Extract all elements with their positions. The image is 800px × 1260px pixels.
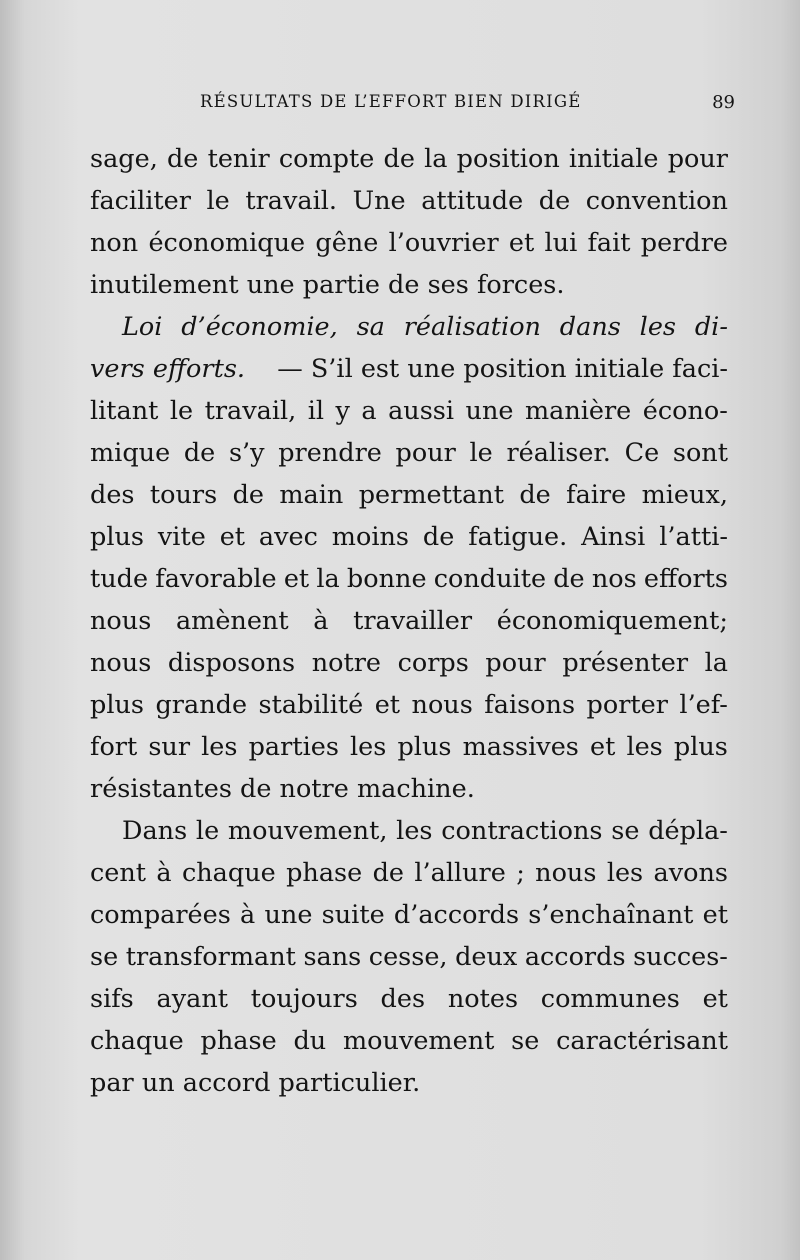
word: nous: [411, 690, 473, 720]
text-line: [90, 852, 728, 894]
word: accords: [524, 942, 626, 972]
word: l’allure: [414, 858, 506, 888]
word: se: [611, 816, 640, 846]
word: et: [589, 732, 616, 762]
word: attitude: [421, 186, 524, 216]
word: fort: [90, 732, 138, 762]
text-line: par un accord particulier.: [90, 1068, 421, 1098]
word: de: [383, 144, 415, 174]
word: chaque: [181, 858, 276, 888]
word: dans: [559, 312, 621, 342]
word: présenter: [562, 648, 689, 678]
word: sifs: [90, 984, 134, 1014]
word: de: [183, 438, 216, 468]
word: avec: [258, 522, 318, 552]
word: avons: [653, 858, 728, 888]
word: des: [380, 984, 426, 1014]
word: sa: [356, 312, 385, 342]
word: les: [396, 816, 433, 846]
word: tenir: [207, 144, 270, 174]
text-line: [90, 222, 728, 264]
word: le: [195, 816, 220, 846]
word: main: [279, 480, 344, 510]
word: plus: [90, 522, 144, 552]
word: fait: [587, 228, 631, 258]
word: amènent: [175, 606, 289, 636]
word: s’y: [228, 438, 265, 468]
word: favorable: [155, 564, 277, 594]
page-number: 89: [712, 92, 735, 113]
word: faire: [566, 480, 627, 510]
word: plus: [397, 732, 452, 762]
word: position: [456, 144, 560, 174]
word: ;: [516, 858, 525, 888]
word: les: [350, 732, 387, 762]
word: l’atti-: [659, 522, 728, 552]
word: fatigue.: [468, 522, 568, 552]
word: l’ef-: [679, 690, 728, 720]
word: sur: [148, 732, 191, 762]
word: de: [422, 522, 455, 552]
word: et: [374, 690, 401, 720]
word: corps: [397, 648, 469, 678]
word: travail,: [204, 396, 297, 426]
word: disposons: [167, 648, 296, 678]
word: à: [156, 858, 172, 888]
word: mouvement: [342, 1026, 495, 1056]
word: gêne: [315, 228, 379, 258]
word: transformant: [125, 942, 296, 972]
word: il: [307, 396, 325, 426]
text-line: [90, 936, 728, 978]
text-line: [90, 894, 728, 936]
word: économique: [148, 228, 306, 258]
text-line: [90, 1020, 728, 1062]
word: perdre: [640, 228, 728, 258]
word: et: [702, 900, 728, 930]
text-line: [90, 432, 728, 474]
text-line: [90, 558, 728, 600]
word: les: [201, 732, 238, 762]
text-line: [90, 600, 728, 642]
word: et: [702, 984, 728, 1014]
word: le: [169, 396, 194, 426]
text-line: [90, 684, 728, 726]
word: lui: [544, 228, 578, 258]
word: des: [90, 480, 135, 510]
word: de: [372, 858, 404, 888]
word: succes-: [633, 942, 728, 972]
word: plus: [90, 690, 144, 720]
word: non: [90, 228, 139, 258]
word: plus: [673, 732, 728, 762]
text-line: résistantes de notre machine.: [90, 774, 475, 804]
text-line: inutilement une partie de ses forces.: [90, 270, 565, 300]
word: et: [219, 522, 246, 552]
word: pour: [395, 438, 456, 468]
word: nous: [535, 858, 597, 888]
word: notes: [447, 984, 519, 1014]
word: les: [626, 732, 663, 762]
word: communes: [540, 984, 680, 1014]
word: porter: [586, 690, 668, 720]
word: tours: [149, 480, 218, 510]
word: Ce: [624, 438, 660, 468]
word: nous: [90, 606, 152, 636]
word: deux: [455, 942, 518, 972]
section-heading-end: vers efforts.: [90, 354, 246, 384]
text-line: [90, 180, 728, 222]
word: les: [639, 312, 677, 342]
word: se: [511, 1026, 540, 1056]
word: conduite: [433, 564, 547, 594]
text-line: [90, 138, 728, 180]
text-line: [90, 474, 728, 516]
word: efforts: [643, 564, 728, 594]
word: de: [166, 144, 199, 174]
word: réalisation: [403, 312, 541, 342]
word: l’ouvrier: [388, 228, 499, 258]
word: réaliser.: [506, 438, 611, 468]
word: sage,: [90, 144, 158, 174]
word: se: [90, 942, 119, 972]
word: une: [465, 396, 514, 426]
word: et: [283, 564, 310, 594]
word: ayant: [156, 984, 229, 1014]
word: manière: [524, 396, 632, 426]
word: le: [469, 438, 493, 468]
text-line: [90, 810, 728, 852]
word: Une: [352, 186, 406, 216]
word: prendre: [278, 438, 382, 468]
word: contractions: [441, 816, 603, 846]
word: cent: [90, 858, 147, 888]
word: phase: [286, 858, 363, 888]
word: les: [606, 858, 644, 888]
word: de: [538, 186, 571, 216]
word: nos: [591, 564, 637, 594]
text-line: [90, 726, 728, 768]
text-line: [90, 978, 728, 1020]
text-line: [90, 348, 728, 390]
word: travail.: [245, 186, 338, 216]
word: bonne: [346, 564, 427, 594]
word: dépla-: [648, 816, 728, 846]
word: compte: [278, 144, 375, 174]
word: tude: [90, 564, 149, 594]
text-line: [90, 642, 728, 684]
word: d’économie,: [181, 312, 338, 342]
word: travailler: [353, 606, 473, 636]
word: Dans: [122, 816, 188, 846]
word: la: [424, 144, 448, 174]
word: phase: [200, 1026, 277, 1056]
word: pour: [667, 144, 728, 174]
word: di-: [694, 312, 728, 342]
word: grande: [155, 690, 248, 720]
running-head: [90, 92, 735, 122]
word: faisons: [484, 690, 576, 720]
text-run: — S’il est une position initiale faci-: [277, 354, 728, 384]
word: à: [313, 606, 329, 636]
word: permettant: [358, 480, 504, 510]
word: sont: [672, 438, 728, 468]
word: sans: [303, 942, 362, 972]
word: mieux,: [641, 480, 728, 510]
word: chaque: [90, 1026, 184, 1056]
word: notre: [311, 648, 381, 678]
word: suite: [321, 900, 385, 930]
word: économiquement;: [496, 606, 728, 636]
word: parties: [248, 732, 339, 762]
word: du: [293, 1026, 327, 1056]
word: moins: [331, 522, 409, 552]
running-title: RÉSULTATS DE L’EFFORT BIEN DIRIGÉ: [200, 92, 582, 111]
word: y: [335, 396, 350, 426]
word: vite: [157, 522, 206, 552]
word: et: [508, 228, 535, 258]
section-heading: [90, 306, 728, 348]
text-line: [90, 390, 728, 432]
word: de: [553, 564, 585, 594]
word: massives: [462, 732, 579, 762]
word: caractérisant: [556, 1026, 728, 1056]
word: le: [206, 186, 230, 216]
word: stabilité: [258, 690, 364, 720]
word: de: [232, 480, 264, 510]
text-line: [90, 516, 728, 558]
body-text: [90, 138, 728, 1104]
word: convention: [585, 186, 728, 216]
word: d’accords: [393, 900, 520, 930]
word: nous: [90, 648, 152, 678]
word: comparées: [90, 900, 231, 930]
word: une: [264, 900, 313, 930]
word: aussi: [388, 396, 455, 426]
word: la: [316, 564, 340, 594]
word: de: [519, 480, 551, 510]
word: écono-: [642, 396, 728, 426]
word: pour: [485, 648, 546, 678]
word: cesse,: [368, 942, 448, 972]
word: la: [704, 648, 728, 678]
word: mouvement,: [227, 816, 388, 846]
word: a: [361, 396, 377, 426]
word: Ainsi: [581, 522, 646, 552]
word: mique: [90, 438, 171, 468]
word: toujours: [250, 984, 358, 1014]
word: faciliter: [90, 186, 191, 216]
word: initiale: [568, 144, 659, 174]
word: litant: [90, 396, 159, 426]
word: à: [240, 900, 256, 930]
word: s’enchaînant: [528, 900, 694, 930]
word: Loi: [122, 312, 163, 342]
